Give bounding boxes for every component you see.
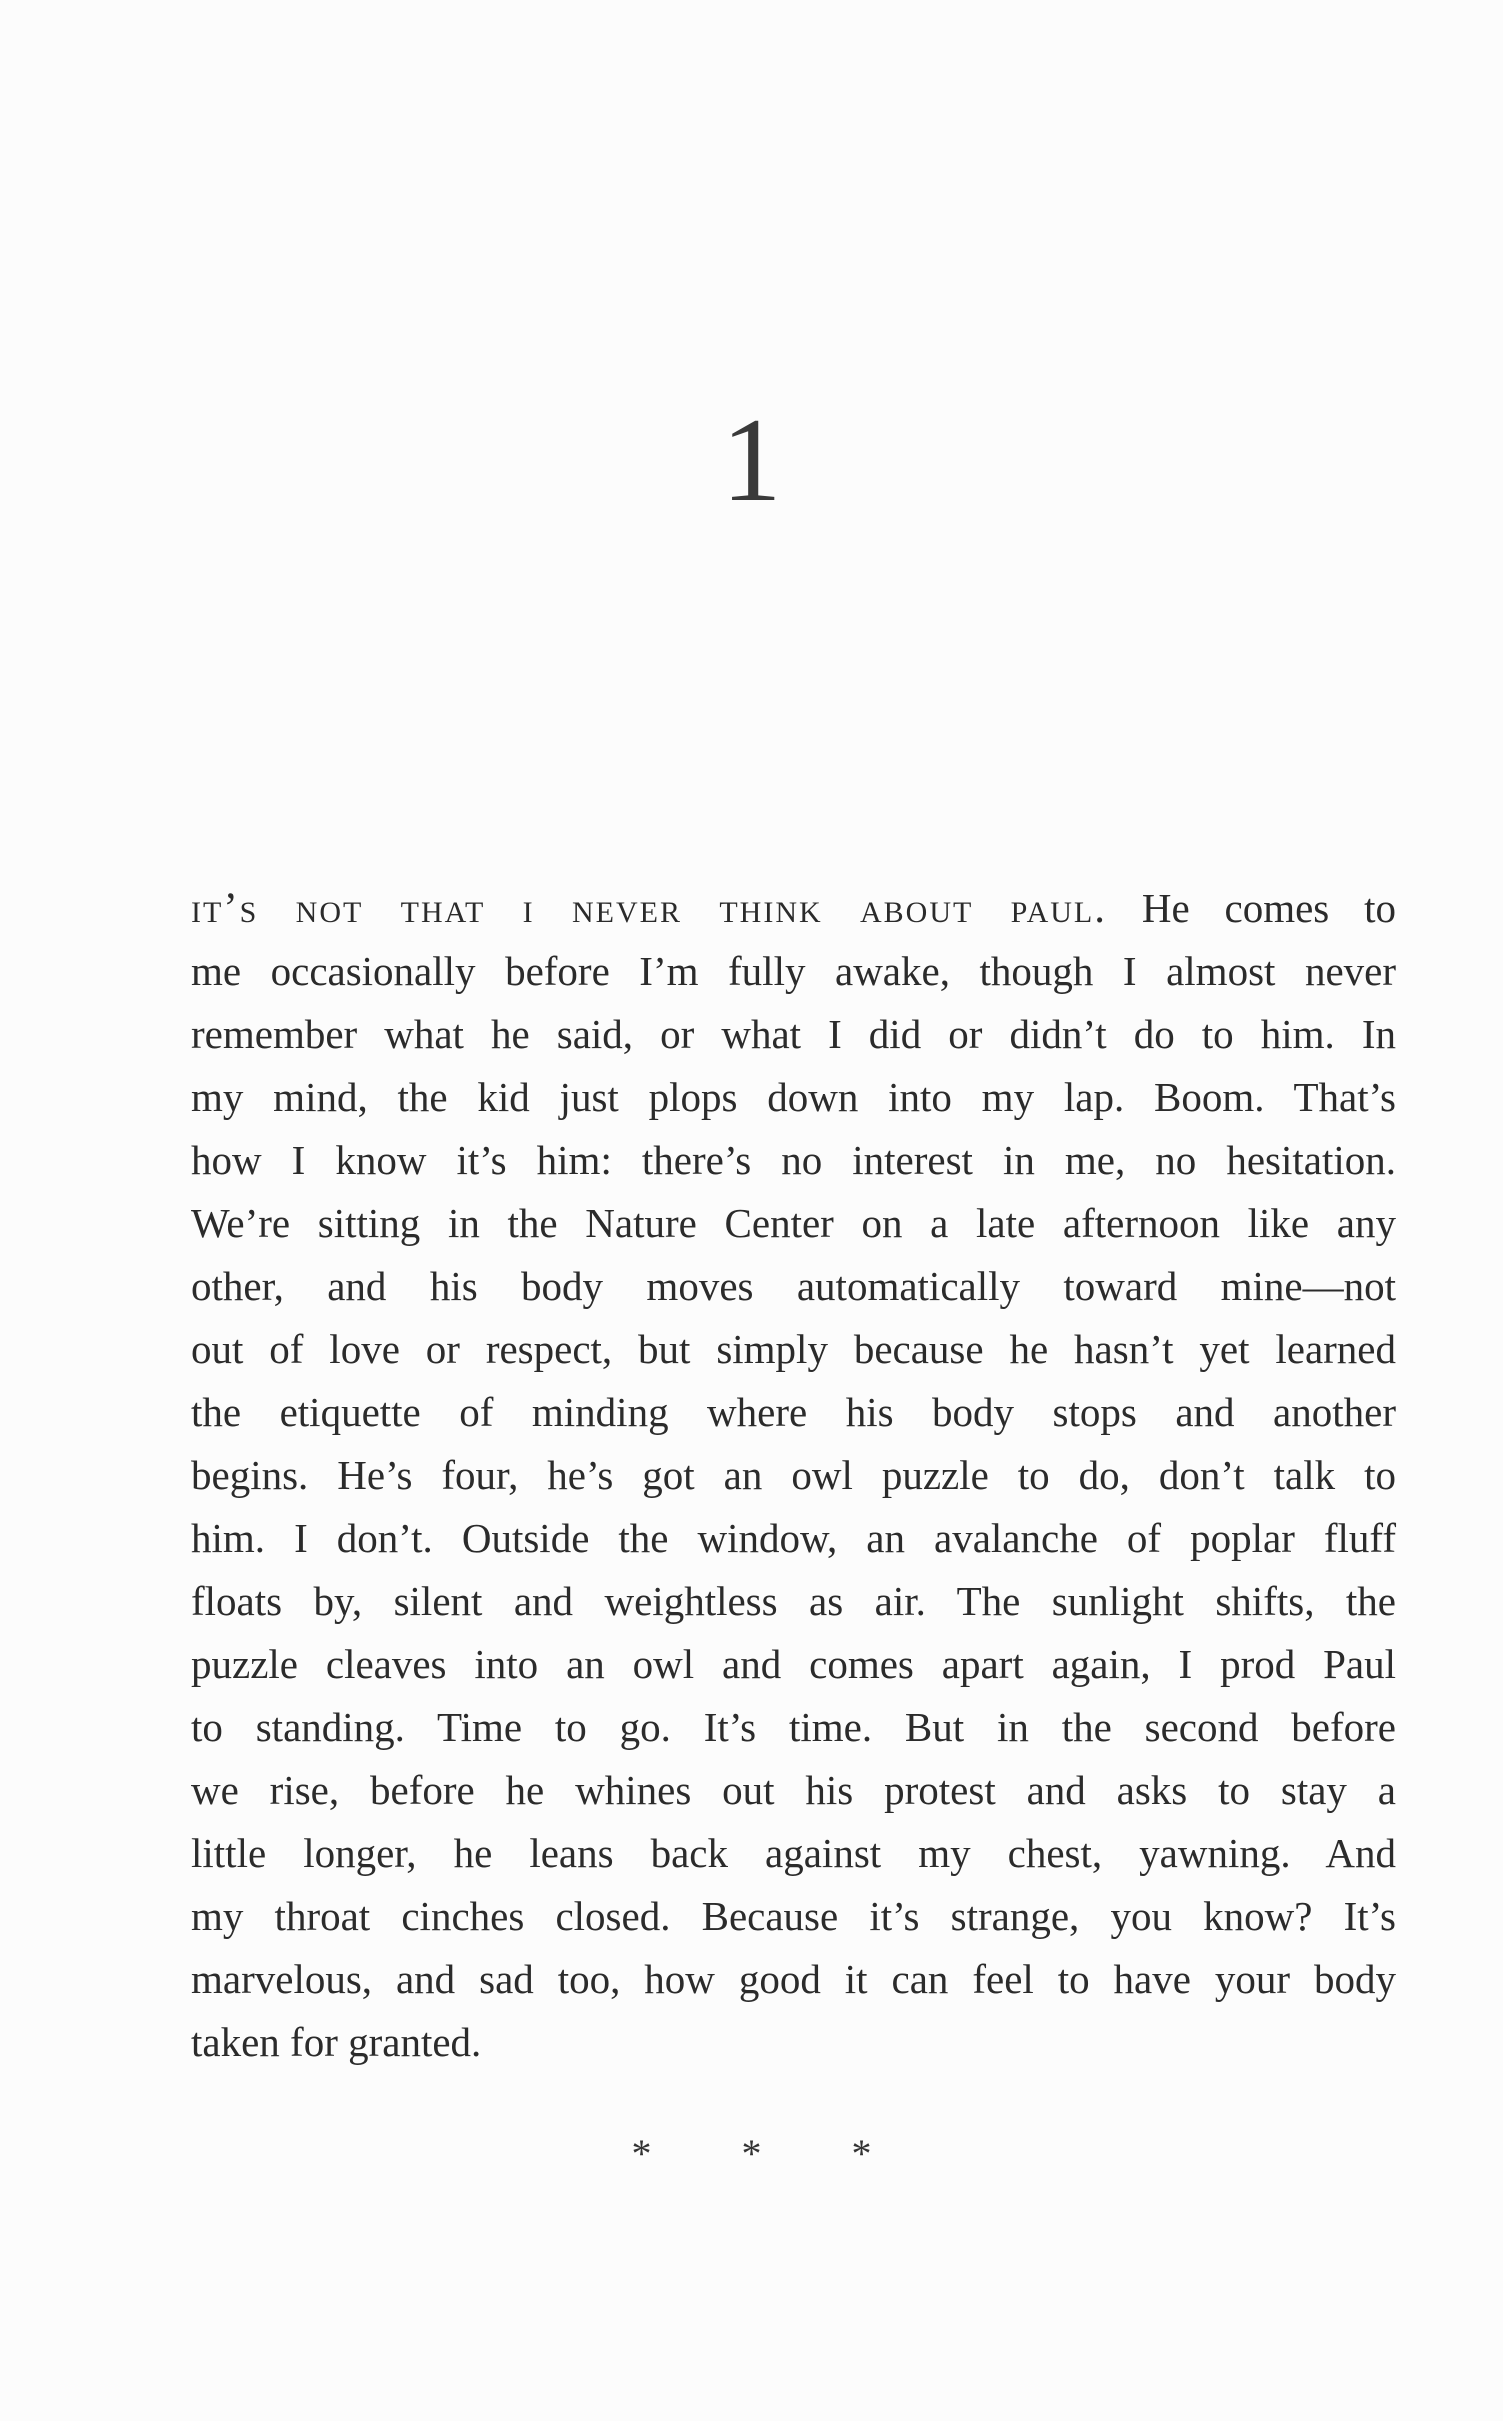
text-line-segment: He comes to: [1107, 885, 1396, 931]
text-line: him. I don’t. Outside the window, an avalanche of poplar fluff: [191, 1515, 1396, 1561]
text-line: little longer, he leans back against my chest, yawning. And: [191, 1830, 1396, 1876]
text-line: floats by, silent and weightless as air. The sunlight shifts, the: [191, 1578, 1396, 1624]
text-line: how I know it’s him: there’s no interest in me, no hesitation.: [191, 1137, 1396, 1183]
text-line: taken for granted.: [191, 2019, 482, 2065]
text-line: marvelous, and sad too, how good it can feel to have your body: [191, 1956, 1396, 2002]
text-line: We’re sitting in the Nature Center on a late afternoon like any: [191, 1200, 1396, 1246]
text-line: [191, 877, 1396, 940]
text-line: the etiquette of minding where his body stops and another: [191, 1389, 1396, 1435]
text-line: my throat cinches closed. Because it’s strange, you know? It’s: [191, 1893, 1396, 1939]
text-line: my mind, the kid just plops down into my lap. Boom. That’s: [191, 1074, 1396, 1120]
opening-smallcaps: it’s not that i never think about paul.: [191, 885, 1108, 932]
chapter-body-text: [191, 877, 1396, 2074]
text-line: puzzle cleaves into an owl and comes apart again, I prod Paul: [191, 1641, 1396, 1687]
text-line: out of love or respect, but simply because he hasn’t yet learned: [191, 1326, 1396, 1372]
chapter-number: 1: [721, 393, 782, 526]
text-line: other, and his body moves automatically toward mine—not: [191, 1263, 1396, 1309]
text-line: me occasionally before I’m fully awake, though I almost never: [191, 948, 1396, 994]
section-break: * * *: [631, 2131, 912, 2176]
text-line: begins. He’s four, he’s got an owl puzzle to do, don’t talk to: [191, 1452, 1396, 1498]
text-line: to standing. Time to go. It’s time. But in the second before: [191, 1704, 1396, 1750]
text-line: we rise, before he whines out his protest and asks to stay a: [191, 1767, 1396, 1813]
text-line: remember what he said, or what I did or didn’t do to him. In: [191, 1011, 1396, 1057]
